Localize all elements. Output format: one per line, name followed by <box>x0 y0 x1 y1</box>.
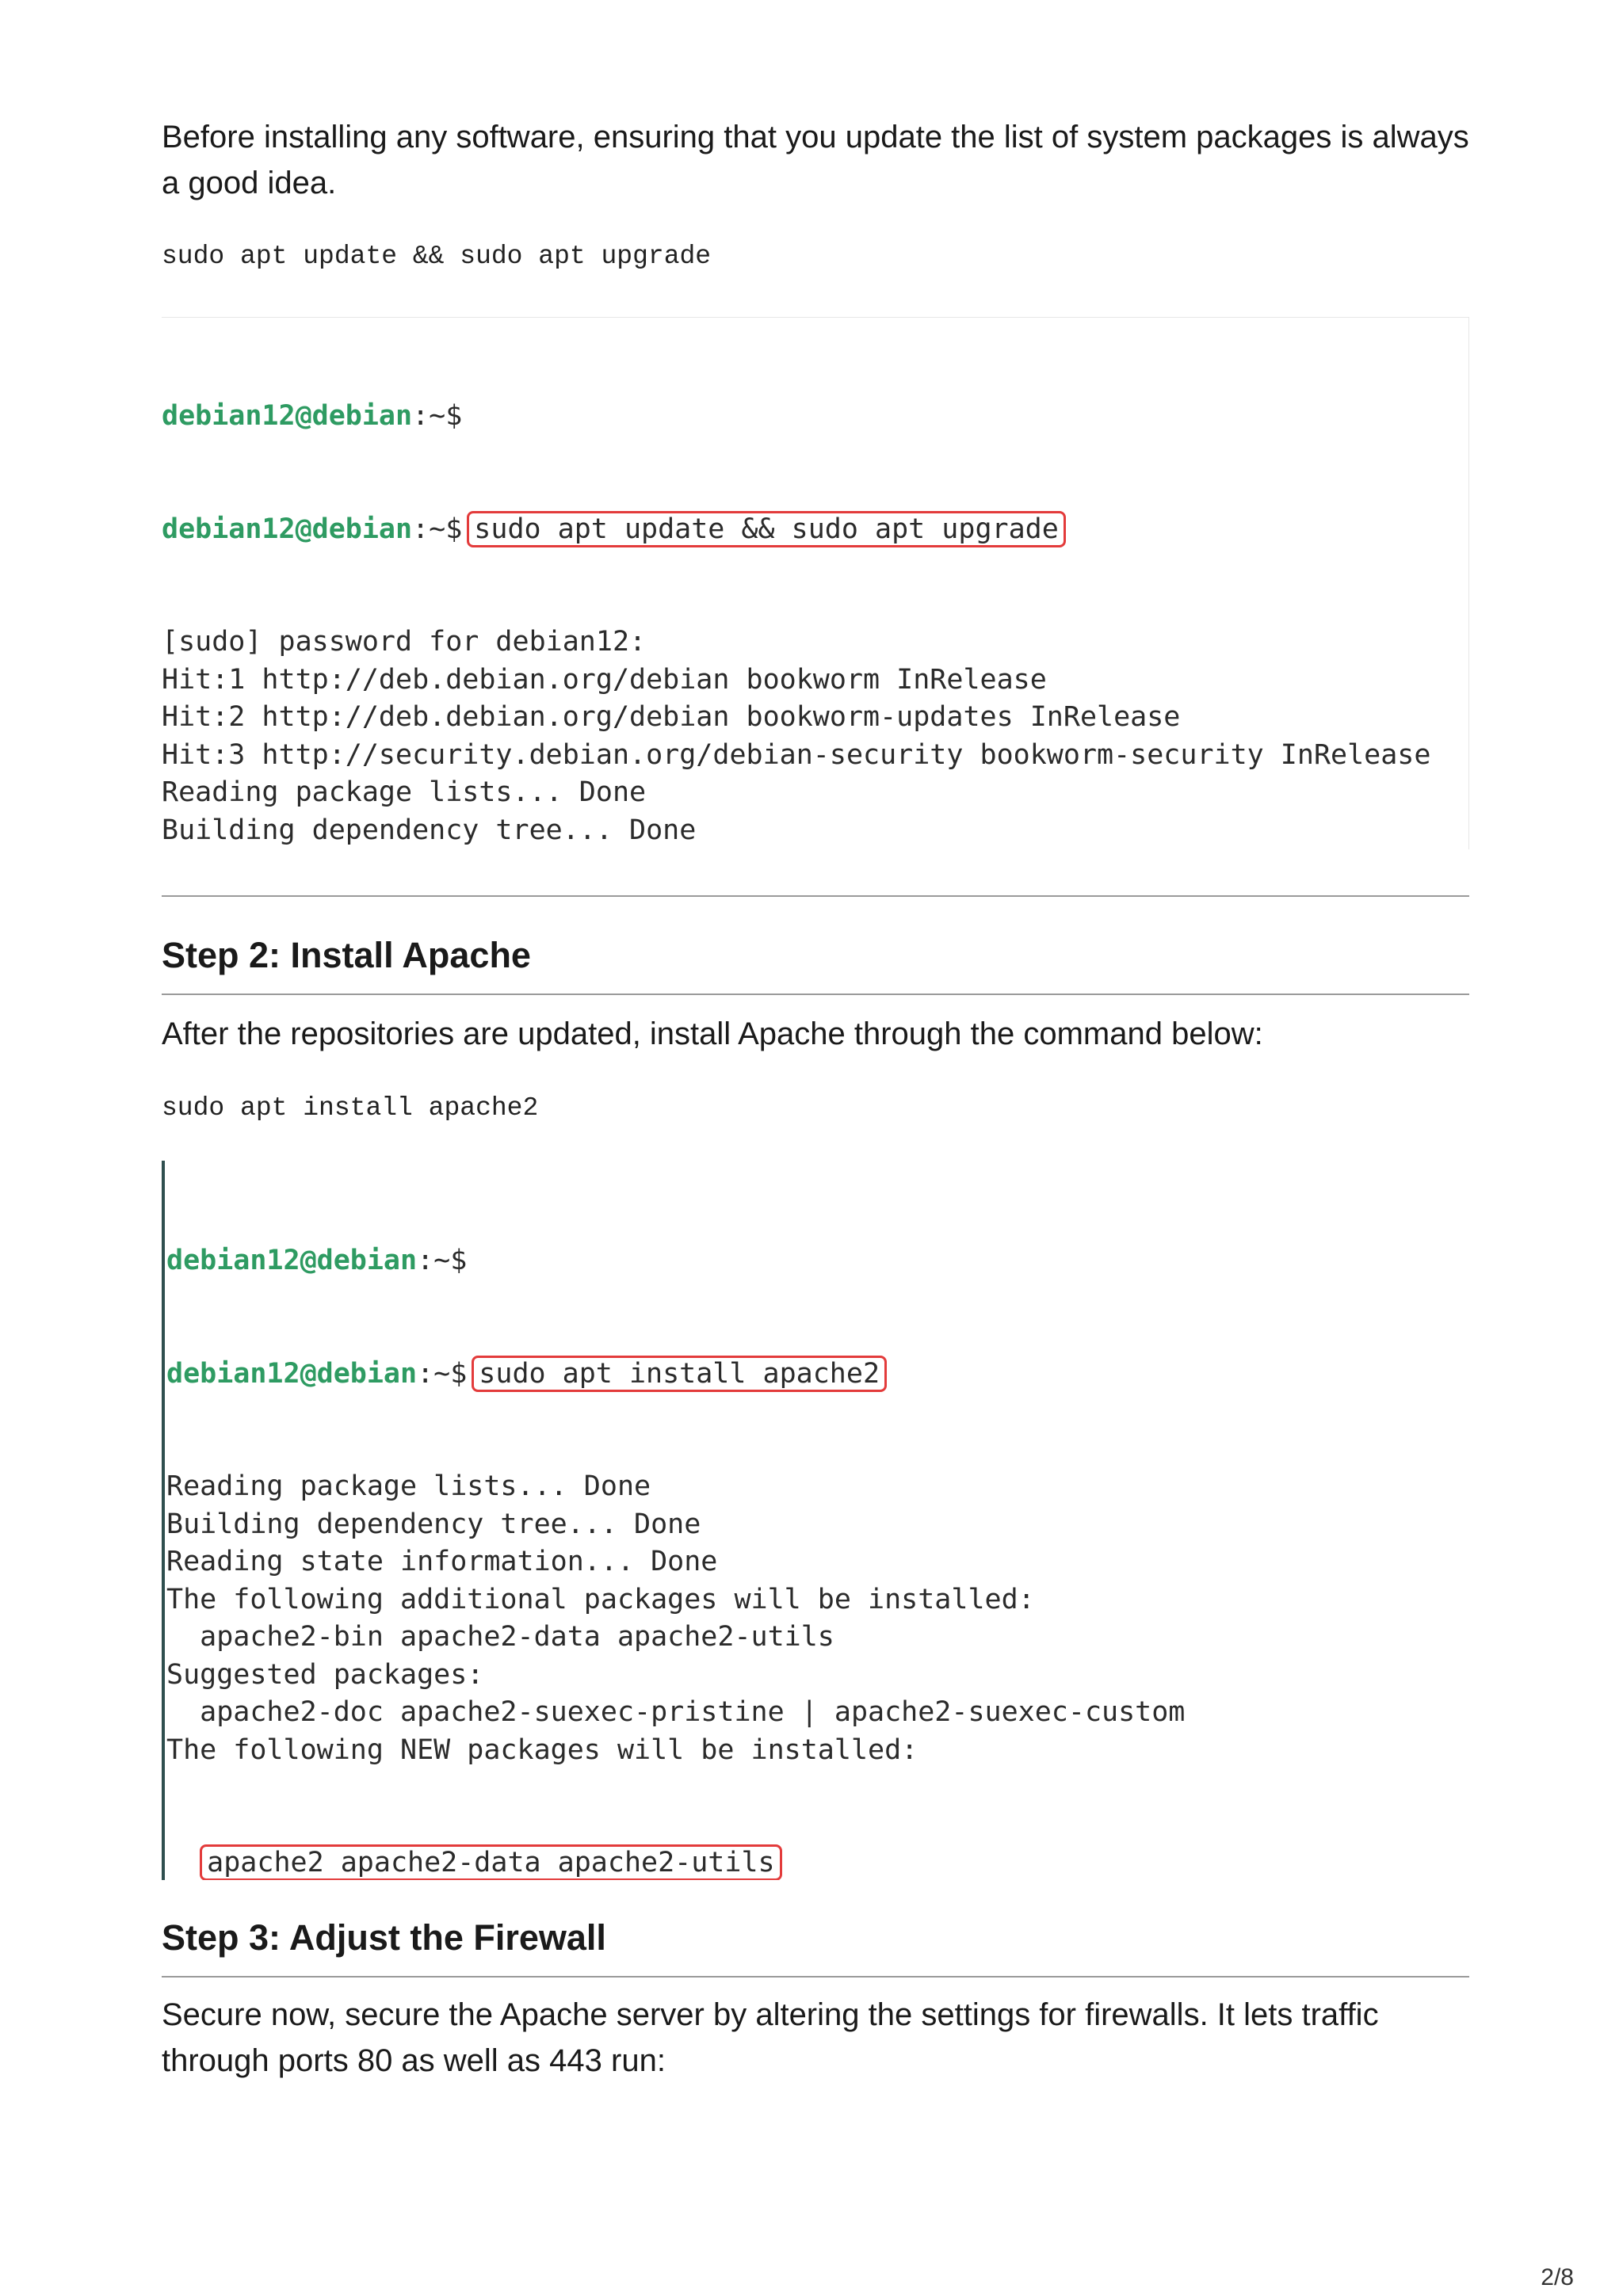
terminal-output-line: Hit:2 http://deb.debian.org/debian bookworm-updates InRelease <box>162 701 1181 733</box>
terminal-output-line: Suggested packages: <box>166 1658 484 1691</box>
step2-heading: Step 2: Install Apache <box>162 935 531 975</box>
terminal-output-line: [sudo] password for debian12: <box>162 626 647 658</box>
terminal-output-line: apache2-doc apache2-suexec-pristine | apache2-suexec-custom <box>166 1696 1186 1728</box>
highlighted-command: sudo apt install apache2 <box>472 1356 887 1392</box>
terminal-output-line: The following NEW packages will be installed: <box>166 1733 918 1766</box>
terminal-prompt-suffix: :~$ <box>412 513 463 545</box>
terminal-prompt-suffix: :~$ <box>417 1357 468 1390</box>
heading-underline <box>162 994 1469 995</box>
heading-underline <box>162 1976 1469 1978</box>
terminal-prompt-suffix: :~$ <box>417 1245 468 1276</box>
terminal-output-line: Hit:3 http://security.debian.org/debian-security bookworm-security InRelease <box>162 738 1431 771</box>
terminal-output-line: Hit:1 http://deb.debian.org/debian bookworm InRelease <box>162 663 1047 696</box>
highlighted-command: sudo apt update && sudo apt upgrade <box>467 511 1066 547</box>
terminal-prompt: debian12@debian <box>166 1245 418 1276</box>
terminal-output-line: Reading package lists... Done <box>166 1470 651 1502</box>
terminal-output-line: Building dependency tree... Done <box>162 814 697 846</box>
page-number: 2/8 <box>1541 2264 1574 2290</box>
code-install-command[interactable]: sudo apt install apache2 <box>162 1093 539 1123</box>
terminal-output-line: apache2-bin apache2-data apache2-utils <box>166 1621 834 1653</box>
terminal-output-line: Reading package lists... Done <box>162 776 647 808</box>
terminal-screenshot-install <box>162 1161 1469 1880</box>
terminal-prompt-suffix: :~$ <box>412 400 463 432</box>
terminal-screenshot-update <box>162 317 1469 849</box>
terminal-output <box>166 1468 1469 1769</box>
step2-paragraph: After the repositories are updated, install Apache through the command below: <box>162 1016 1263 1051</box>
terminal-output <box>162 624 1468 849</box>
terminal-prompt: debian12@debian <box>162 400 413 432</box>
terminal-output-line: The following additional packages will be installed: <box>166 1583 1035 1615</box>
step3-paragraph: Secure now, secure the Apache server by altering the settings for firewalls. It lets traffic through ports 80 as well as 443 run: <box>162 1997 1379 2078</box>
terminal-output-line: Reading state information... Done <box>166 1546 718 1577</box>
code-update-command[interactable]: sudo apt update && sudo apt upgrade <box>162 242 712 271</box>
terminal-prompt: debian12@debian <box>166 1357 418 1390</box>
terminal-prompt: debian12@debian <box>162 513 413 545</box>
highlighted-new-packages: apache2 apache2-data apache2-utils <box>200 1844 781 1880</box>
section-divider <box>162 895 1469 897</box>
terminal-output-line: Building dependency tree... Done <box>166 1508 701 1540</box>
step3-heading: Step 3: Adjust the Firewall <box>162 1917 606 1958</box>
intro-paragraph: Before installing any software, ensuring that you update the list of system packages is always a good idea. <box>162 120 1469 200</box>
